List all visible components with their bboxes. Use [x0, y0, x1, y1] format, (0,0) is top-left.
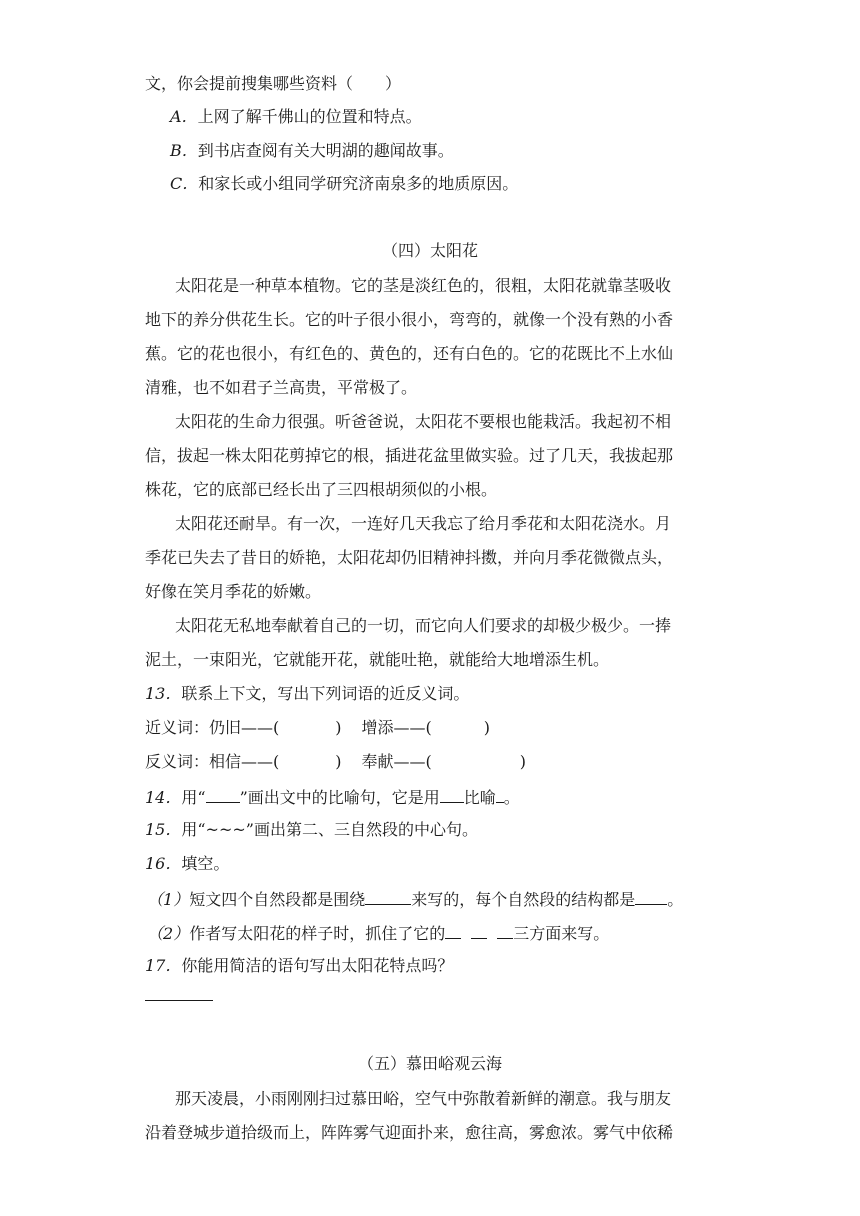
antonyms-label: 反义词： [145, 752, 210, 771]
close-paren: ) [519, 752, 527, 771]
question-16-2 [147, 922, 609, 944]
paragraph-line: 蕉。它的花也很小，有红色的、黄色的，还有白色的。它的花既比不上水仙 [145, 344, 674, 363]
section-title: （四）太阳花 [381, 241, 478, 260]
question-number: 13． [145, 684, 182, 703]
answer-blank[interactable] [365, 888, 411, 905]
paragraph-line: 清雅，也不如君子兰高贵，平常极了。 [145, 378, 418, 397]
paragraph-line: 信，拔起一株太阳花剪掉它的根，插进花盆里做实验。过了几天，我拔起那 [145, 446, 674, 465]
answer-blank[interactable] [496, 786, 504, 803]
sub-question-number: （1） [147, 890, 190, 909]
close-paren: ) [335, 752, 342, 771]
question-13 [145, 684, 469, 704]
antonym-item-2: 奉献——( [361, 752, 432, 771]
question-text-c: 比喻 [463, 788, 496, 807]
question-text: 用“~~~”画出第二、三自然段的中心句。 [181, 820, 478, 839]
answer-line[interactable] [145, 1000, 213, 1001]
question-number: 16． [145, 854, 182, 873]
option-letter: B． [170, 141, 198, 160]
question-number: 17． [145, 956, 182, 975]
close-paren: ) [335, 718, 342, 737]
paragraph-line: 太阳花的生命力很强。听爸爸说，太阳花不要根也能栽活。我起初不相 [175, 412, 672, 431]
option-letter: C． [170, 174, 199, 193]
paragraph-line: 季花已失去了昔日的娇艳，太阳花却仍旧精神抖擞，并向月季花微微点头， [145, 548, 674, 567]
question-text: 联系上下文，写出下列词语的近反义词。 [181, 684, 470, 703]
answer-blank[interactable] [445, 922, 461, 939]
antonym-item-1: 相信——( [209, 752, 280, 771]
option-c [170, 174, 518, 194]
question-17 [145, 956, 453, 976]
question-number: 14． [145, 788, 182, 807]
paragraph-line: 泥土，一束阳光，它就能开花，就能吐艳，就能给大地增添生机。 [145, 650, 610, 669]
option-letter: A． [170, 107, 198, 126]
question-text: 你能用简洁的语句写出太阳花特点吗？ [181, 956, 454, 975]
question-text-b: 来写的，每个自然段的结构都是 [411, 890, 636, 909]
paragraph-line: 太阳花是一种草本植物。它的茎是淡红色的，很粗，太阳花就靠茎吸收 [175, 276, 672, 295]
question-text-a: 用“ [181, 788, 206, 807]
question-15 [145, 820, 478, 840]
paragraph-line: 太阳花还耐旱。有一次，一连好几天我忘了给月季花和太阳花浇水。月 [175, 514, 672, 533]
question-text-a: 短文四个自然段都是围绕 [189, 890, 366, 909]
option-text: 上网了解千佛山的位置和特点。 [197, 107, 422, 126]
question-text-d: 。 [503, 788, 520, 807]
synonym-item-1: 仍旧——( [209, 718, 280, 737]
section-title: （五）慕田峪观云海 [357, 1054, 502, 1073]
answer-blank[interactable] [471, 922, 487, 939]
question-text: 填空。 [181, 854, 230, 873]
answer-blank[interactable] [206, 786, 240, 803]
option-a [170, 107, 422, 127]
paragraph-line: 好像在笑月季花的娇嫩。 [145, 582, 322, 601]
close-paren: ) [483, 718, 491, 737]
question-text-a: 作者写太阳花的样子时，抓住了它的 [189, 924, 446, 943]
option-text: 到书店查阅有关大明湖的趣闻故事。 [197, 141, 454, 160]
paragraph-line: 沿着登城步道拾级而上，阵阵雾气迎面扑来，愈往高，雾愈浓。雾气中依稀 [145, 1123, 674, 1142]
question-16-1 [147, 888, 683, 910]
question-text-b: 三方面来写。 [513, 924, 610, 943]
synonyms-row [145, 718, 490, 738]
option-b [170, 141, 454, 161]
sub-question-number: （2） [147, 924, 190, 943]
question-14 [145, 786, 520, 808]
question-text-b: ”画出文中的比喻句，它是用 [239, 788, 440, 807]
synonyms-label: 近义词： [145, 718, 210, 737]
question-number: 15． [145, 820, 182, 839]
synonym-item-2: 增添——( [361, 718, 432, 737]
question-text-c: 。 [667, 890, 684, 909]
answer-blank[interactable] [497, 922, 513, 939]
paragraph-line: 地下的养分供花生长。它的叶子很小很小，弯弯的，就像一个没有熟的小香 [145, 310, 674, 329]
question-16 [145, 854, 229, 874]
paragraph-line: 太阳花无私地奉献着自己的一切，而它向人们要求的却极少极少。一捧 [175, 616, 672, 635]
question-prompt: 文，你会提前搜集哪些资料（ ） [145, 74, 402, 93]
option-text: 和家长或小组同学研究济南泉多的地质原因。 [198, 174, 519, 193]
paragraph-line: 株花，它的底部已经长出了三四根胡须似的小根。 [145, 480, 498, 499]
answer-blank[interactable] [440, 786, 464, 803]
paragraph-line: 那天凌晨，小雨刚刚扫过慕田峪，空气中弥散着新鲜的潮意。我与朋友 [175, 1089, 672, 1108]
answer-blank[interactable] [635, 888, 667, 905]
antonyms-row [145, 752, 526, 772]
